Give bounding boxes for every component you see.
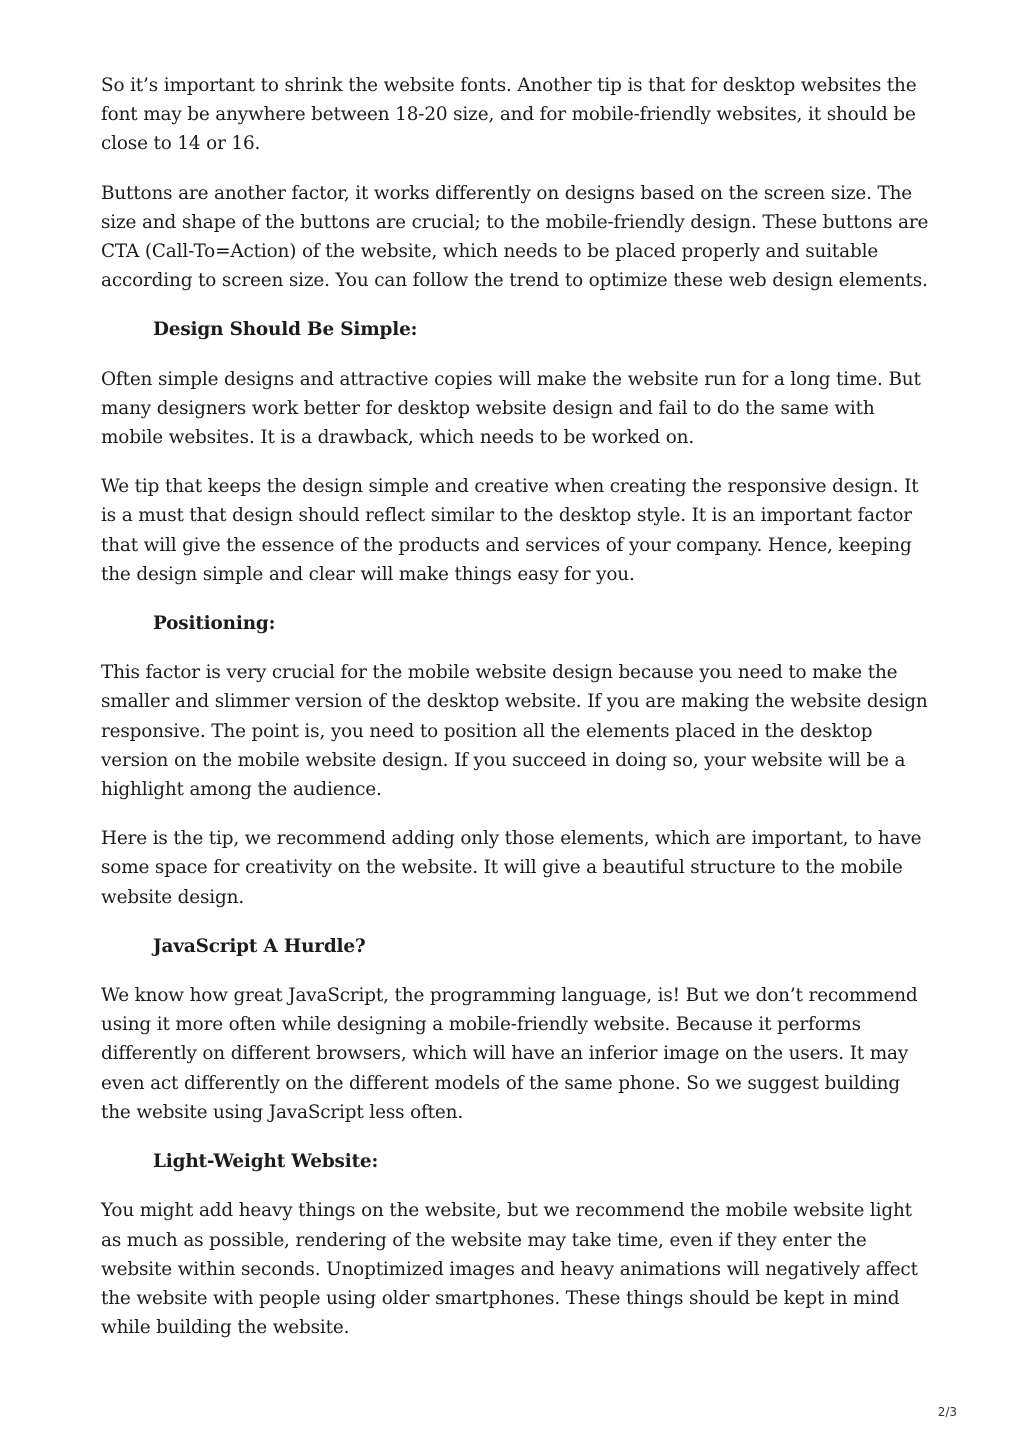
heading-design-simple: Design Should Be Simple: [153,319,418,341]
paragraph-font-size-tip: So it’s important to shrink the website fonts. Another tip is that for desktop websites the font may be anywhere between 18-20 size, and for mobile-friendly websites, it should be close to 14 or 16. [101,75,917,155]
page-number: 2/3 [937,1405,957,1419]
paragraph-simple-designs: Often simple designs and attractive copies will make the website run for a long time. But many designers work better for desktop website design and fail to do the same with mobile websites. It is a drawback, which needs to be worked on. [101,368,921,449]
paragraph-design-tip: We tip that keeps the design simple and creative when creating the responsive design. It is a must that design should reflect similar to the desktop style. It is an important factor that will give the essence of the products and services of your company. Hence, keeping the design simple and clear will make things easy for you. [101,476,919,585]
heading-light-weight: Light-Weight Website: [153,1151,379,1173]
paragraph-positioning: This factor is very crucial for the mobile website design because you need to make the smaller and slimmer version of the desktop website. If you are making the website design responsive. The point is, you need to position all the elements placed in the desktop version on the mobile website design. If you succeed in doing so, your website will be a highlight among the audience. [101,662,928,801]
heading-javascript: JavaScript A Hurdle? [153,935,366,957]
paragraph-buttons: Buttons are another factor, it works differently on designs based on the screen size. The size and shape of the buttons are crucial; to the mobile-friendly design. These buttons are CTA (Call-To=Action) of the website, which needs to be placed properly and suitable according to screen size. You can follow the trend to optimize these web design elements. [101,182,929,292]
paragraph-positioning-tip: Here is the tip, we recommend adding only those elements, which are important, to have some space for creativity on the website. It will give a beautiful structure to the mobile website design. [101,828,922,908]
heading-positioning: Positioning: [153,613,276,635]
document-body [101,71,931,1362]
paragraph-javascript: We know how great JavaScript, the programming language, is! But we don’t recommend using it more often while designing a mobile-friendly website. Because it performs differently on different browsers, which will have an inferior image on the users. It may even act differently on the different models of the same phone. So we suggest building the website using JavaScript less often. [101,985,918,1123]
paragraph-light-weight: You might add heavy things on the website, but we recommend the mobile website light as much as possible, rendering of the website may take time, even if they enter the website within seconds. Unoptimized images and heavy animations will negatively affect the website with people using older smartphones. These things should be kept in mind while building the website. [101,1200,918,1339]
